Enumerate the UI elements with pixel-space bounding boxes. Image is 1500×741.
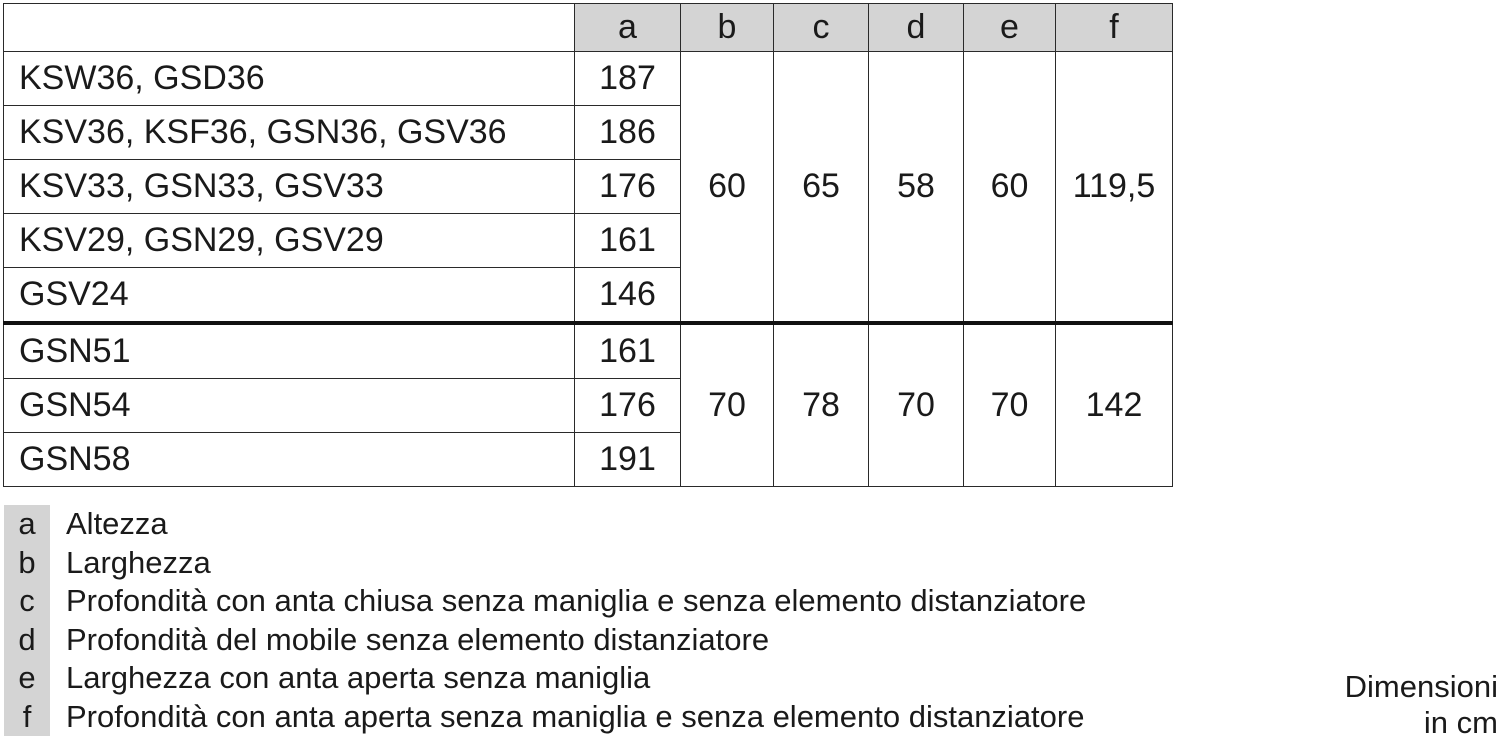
legend-item bbox=[4, 621, 1086, 660]
width-cell: 70 bbox=[681, 323, 774, 487]
legend-item bbox=[4, 544, 1086, 583]
legend-key: f bbox=[4, 698, 50, 737]
height-cell: 146 bbox=[575, 268, 681, 324]
legend-text: Profondità del mobile senza elemento distanziatore bbox=[66, 621, 770, 657]
model-cell: GSN58 bbox=[4, 433, 575, 487]
depth-closed-cell: 65 bbox=[774, 52, 869, 324]
width-open-cell: 60 bbox=[964, 52, 1056, 324]
units-note bbox=[1345, 669, 1498, 741]
legend-item bbox=[4, 698, 1086, 737]
width-cell: 60 bbox=[681, 52, 774, 324]
depth-closed-cell: 78 bbox=[774, 323, 869, 487]
legend-key: d bbox=[4, 621, 50, 660]
header-a: a bbox=[575, 4, 681, 52]
legend bbox=[4, 505, 1086, 736]
height-cell: 161 bbox=[575, 214, 681, 268]
units-line-1: Dimensioni bbox=[1344, 669, 1498, 704]
dimensions-table bbox=[3, 3, 1173, 487]
depth-open-cell: 142 bbox=[1056, 323, 1173, 487]
table-row bbox=[4, 52, 1173, 106]
header-d: d bbox=[869, 4, 964, 52]
legend-text: Altezza bbox=[66, 506, 168, 541]
header-b: b bbox=[681, 4, 774, 52]
legend-key: e bbox=[4, 659, 50, 698]
height-cell: 176 bbox=[575, 379, 681, 433]
header-model bbox=[4, 4, 575, 52]
legend-text: Profondità con anta aperta senza maniglia e senza elemento distanziatore bbox=[66, 698, 1085, 734]
legend-text: Larghezza bbox=[66, 544, 211, 580]
depth-open-cell: 119,5 bbox=[1056, 52, 1173, 324]
legend-key: a bbox=[4, 505, 50, 544]
model-cell: GSN54 bbox=[4, 379, 575, 433]
model-cell: KSV33, GSN33, GSV33 bbox=[4, 160, 575, 214]
height-cell: 161 bbox=[575, 323, 681, 379]
legend-item bbox=[4, 582, 1086, 621]
header-row bbox=[4, 4, 1173, 52]
model-cell: KSV36, KSF36, GSN36, GSV36 bbox=[4, 106, 575, 160]
height-cell: 186 bbox=[575, 106, 681, 160]
model-cell: KSW36, GSD36 bbox=[4, 52, 575, 106]
model-cell: GSV24 bbox=[4, 268, 575, 324]
header-c: c bbox=[774, 4, 869, 52]
width-open-cell: 70 bbox=[964, 323, 1056, 487]
height-cell: 187 bbox=[575, 52, 681, 106]
legend-key: c bbox=[4, 582, 50, 621]
legend-item bbox=[4, 505, 1086, 544]
legend-text: Larghezza con anta aperta senza maniglia bbox=[66, 660, 651, 695]
legend-text: Profondità con anta chiusa senza maniglia e senza elemento distanziatore bbox=[66, 583, 1087, 618]
cabinet-depth-cell: 70 bbox=[869, 323, 964, 487]
table-row bbox=[4, 323, 1173, 379]
legend-key: b bbox=[4, 544, 50, 583]
model-cell: GSN51 bbox=[4, 323, 575, 379]
height-cell: 176 bbox=[575, 160, 681, 214]
legend-item bbox=[4, 659, 1086, 698]
cabinet-depth-cell: 58 bbox=[869, 52, 964, 324]
height-cell: 191 bbox=[575, 433, 681, 487]
units-line-2: in cm bbox=[1423, 705, 1498, 740]
model-cell: KSV29, GSN29, GSV29 bbox=[4, 214, 575, 268]
header-f: f bbox=[1056, 4, 1173, 52]
header-e: e bbox=[964, 4, 1056, 52]
